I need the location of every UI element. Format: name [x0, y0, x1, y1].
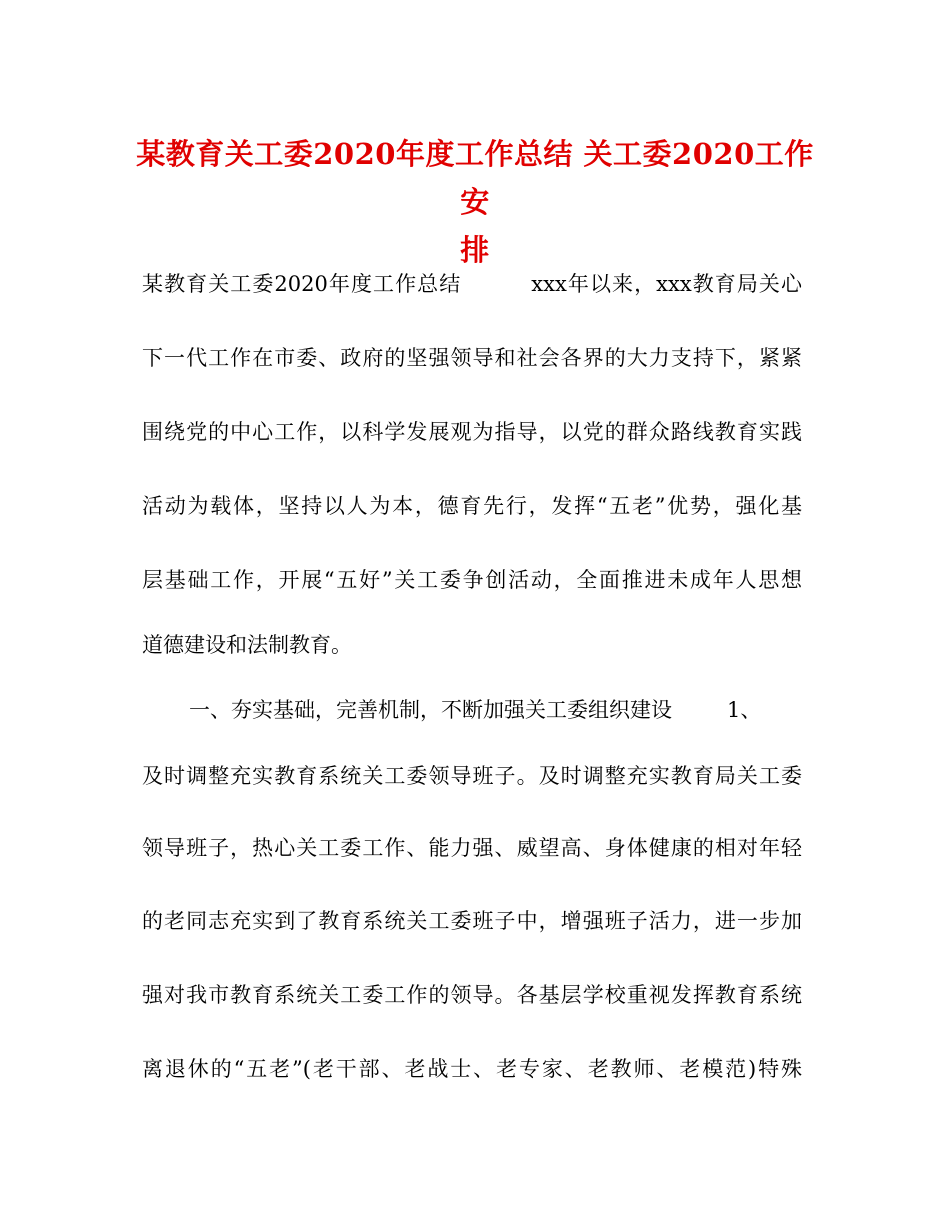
body-line: 围绕党的中心工作，以科学发展观为指导，以党的群众路线教育实践 — [142, 420, 802, 444]
intro-text: xxx年以来，xxx教育局关心 — [531, 272, 802, 296]
body-line — [142, 269, 802, 299]
item-number: 1、 — [727, 698, 762, 722]
body-line: 离退休的“五老”(老干部、老战士、老专家、老教师、老模范)特殊 — [142, 1057, 802, 1081]
body-line: 活动为载体，坚持以人为本，德育先行，发挥“五老”优势，强化基 — [142, 494, 802, 518]
title-line-1: 某教育关工委2020年度工作总结 关工委2020工作安 — [136, 137, 814, 219]
body-line: 强对我市教育系统关工委工作的领导。各基层学校重视发挥教育系统 — [142, 983, 802, 1007]
body-line: 道德建设和法制教育。 — [142, 633, 352, 657]
body-line: 领导班子，热心关工委工作、能力强、威望高、身体健康的相对年轻 — [142, 836, 802, 860]
section-heading-line — [189, 695, 802, 725]
body-line: 的老同志充实到了教育系统关工委班子中，增强班子活力，进一步加 — [142, 909, 802, 933]
title-line-2: 排 — [460, 233, 490, 267]
summary-heading: 某教育关工委2020年度工作总结 — [142, 272, 462, 296]
body-line: 及时调整充实教育系统关工委领导班子。及时调整充实教育局关工委 — [142, 764, 802, 788]
body-line: 下一代工作在市委、政府的坚强领导和社会各界的大力支持下，紧紧 — [142, 346, 802, 370]
body-line: 层基础工作，开展“五好”关工委争创活动，全面推进未成年人思想 — [142, 568, 802, 592]
document-title — [130, 130, 820, 274]
section-heading: 一、夯实基础，完善机制，不断加强关工委组织建设 — [189, 698, 672, 722]
